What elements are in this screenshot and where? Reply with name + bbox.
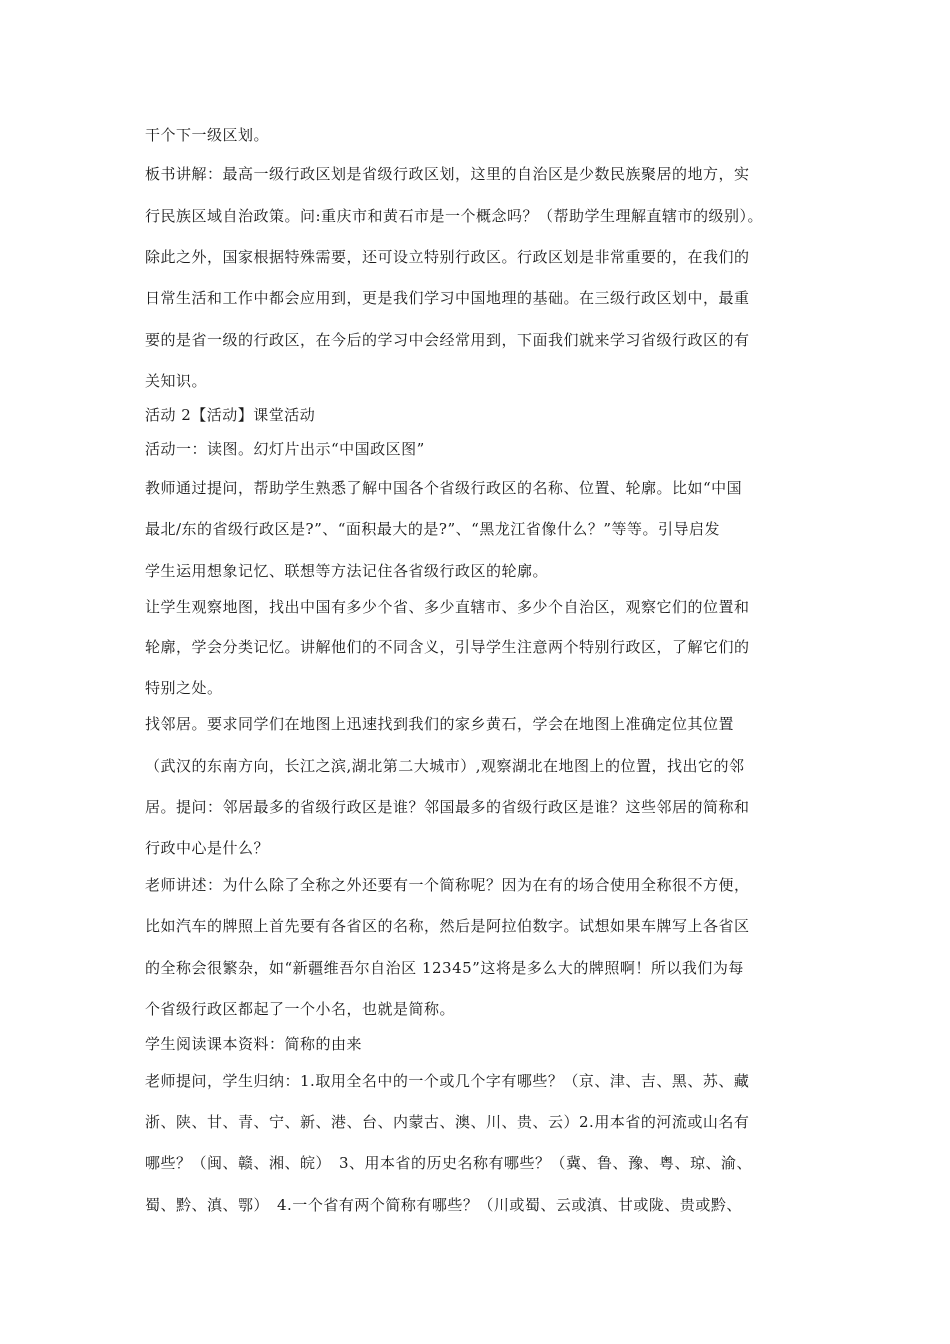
text-line: 学生运用想象记忆、联想等方法记住各省级行政区的轮廓。	[145, 562, 549, 580]
text-line: 比如汽车的牌照上首先要有各省区的名称，然后是阿拉伯数字。试想如果车牌写上各省区	[145, 917, 750, 935]
text-line: 行政中心是什么？	[145, 839, 270, 857]
text-line: 老师讲述：为什么除了全称之外还要有一个简称呢？因为在有的场合使用全称很不方便，	[145, 876, 750, 894]
text-line: 个省级行政区都起了一个小名，也就是简称。	[145, 1000, 456, 1018]
text-line: 除此之外，国家根据特殊需要，还可设立特别行政区。行政区划是非常重要的，在我们的	[145, 248, 750, 266]
text-line: 日常生活和工作中都会应用到，更是我们学习中国地理的基础。在三级行政区划中，最重	[145, 289, 750, 307]
text-line: 教师通过提问，帮助学生熟悉了解中国各个省级行政区的名称、位置、轮廓。比如“中国	[145, 479, 743, 497]
text-line: 找邻居。要求同学们在地图上迅速找到我们的家乡黄石，学会在地图上准确定位其位置	[145, 715, 735, 733]
text-line: 哪些？（闽、赣、湘、皖） 3、用本省的历史名称有哪些？（冀、鲁、豫、粤、琼、渝、	[145, 1154, 753, 1172]
text-line: 蜀、黔、滇、鄂） 4.一个省有两个简称有哪些？（川或蜀、云或滇、甘或陇、贵或黔、	[145, 1196, 742, 1214]
text-line: （武汉的东南方向，长江之滨,湖北第二大城市）,观察湖北在地图上的位置，找出它的邻	[145, 757, 745, 775]
text-line: 板书讲解：最高一级行政区划是省级行政区划，这里的自治区是少数民族聚居的地方，实	[145, 165, 750, 183]
text-line: 居。提问：邻居最多的省级行政区是谁？邻国最多的省级行政区是谁？这些邻居的简称和	[145, 798, 750, 816]
text-line: 关知识。	[145, 372, 208, 390]
text-line: 要的是省一级的行政区，在今后的学习中会经常用到，下面我们就来学习省级行政区的有	[145, 331, 750, 349]
text-line: 轮廓，学会分类记忆。讲解他们的不同含义，引导学生注意两个特别行政区，了解它们的	[145, 638, 750, 656]
text-line: 的全称会很繁杂，如“新疆维吾尔自治区 12345”这将是多么大的牌照啊！所以我们为每	[145, 959, 744, 977]
text-line: 让学生观察地图，找出中国有多少个省、多少直辖市、多少个自治区，观察它们的位置和	[145, 598, 750, 616]
text-line: 行民族区域自治政策。问:重庆市和黄石市是一个概念吗？（帮助学生理解直辖市的级别）。	[145, 207, 764, 225]
text-line: 特别之处。	[145, 679, 223, 697]
text-line: 老师提问，学生归纳：1.取用全名中的一个或几个字有哪些？（京、津、吉、黑、苏、藏	[145, 1072, 750, 1090]
section-heading: 活动 2【活动】课堂活动	[145, 406, 316, 424]
text-line: 学生阅读课本资料：简称的由来	[145, 1035, 363, 1053]
text-line: 干个下一级区划。	[145, 126, 270, 144]
text-line: 浙、陕、甘、青、宁、新、港、台、内蒙古、澳、川、贵、云）2.用本省的河流或山名有	[145, 1113, 750, 1131]
text-line: 最北/东的省级行政区是?”、“面积最大的是?”、“黑龙江省像什么？”等等。引导启发	[145, 520, 720, 538]
text-line: 活动一：读图。幻灯片出示“中国政区图”	[145, 440, 425, 458]
